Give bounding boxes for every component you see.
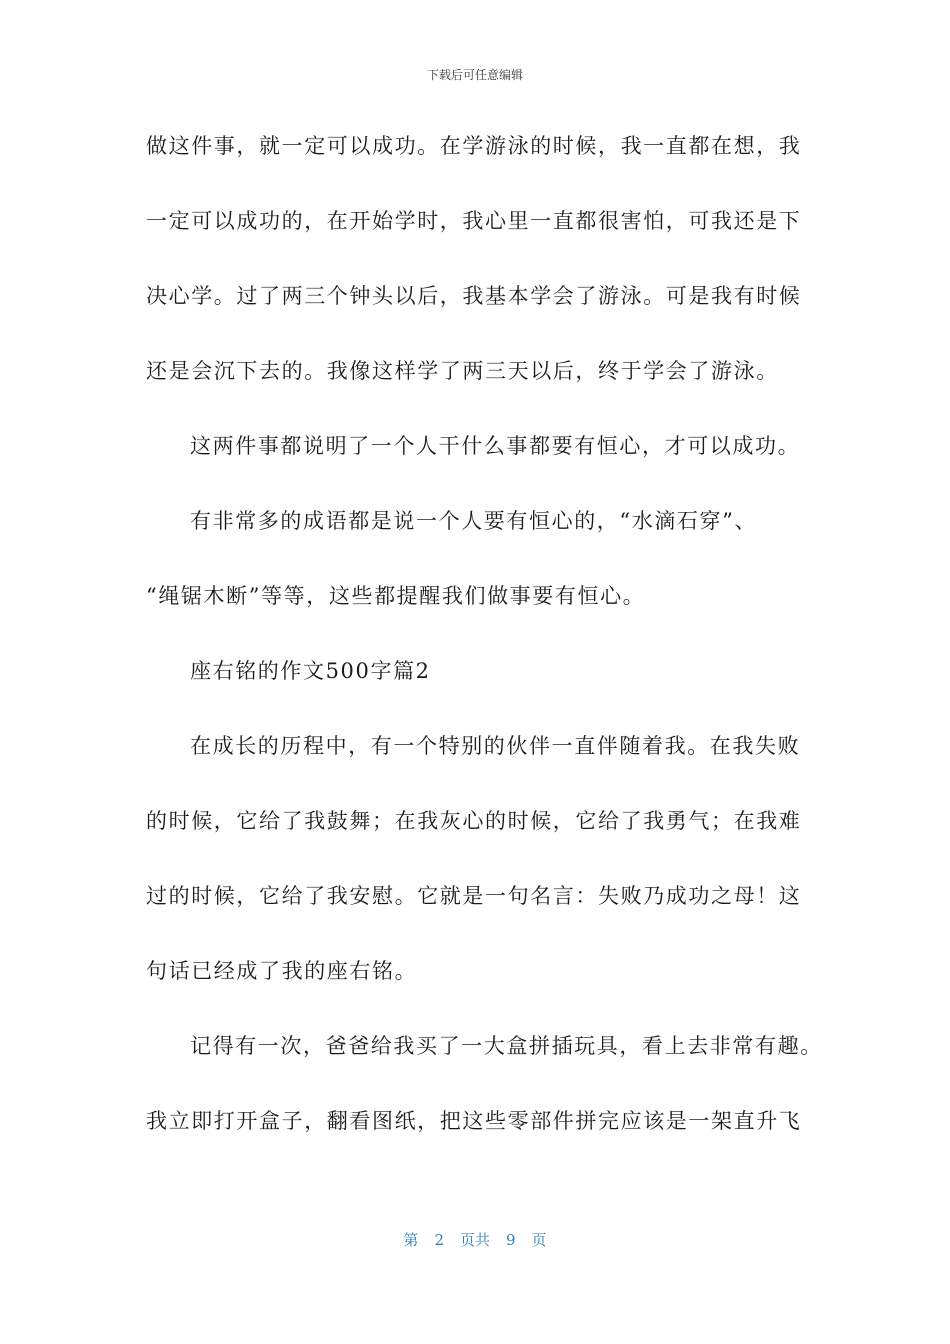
text-line: 句话已经成了我的座右铭。 — [146, 959, 418, 983]
document-body — [146, 126, 823, 1176]
text-line: 还是会沉下去的。我像这样学了两三天以后，终于学会了游泳。 — [146, 359, 779, 383]
page-footer — [0, 1229, 950, 1250]
text-line: 我立即打开盒子，翻看图纸，把这些零部件拼完应该是一架直升飞 — [146, 1109, 802, 1133]
page-header: 下载后可任意编辑 — [426, 68, 523, 82]
paragraph-start: 记得有一次，爸爸给我买了一大盒拼插玩具，看上去非常有趣。 — [190, 1034, 823, 1058]
page-number: 2 — [434, 1231, 444, 1249]
paragraph-start: 在成长的历程中，有一个特别的伙伴一直伴随着我。在我失败 — [190, 734, 801, 758]
section-heading: 座右铭的作文500字篇2 — [190, 659, 431, 683]
text-line: 一定可以成功的，在开始学时，我心里一直都很害怕，可我还是下 — [146, 209, 802, 233]
text-line: 的时候，它给了我鼓舞；在我灰心的时候，它给了我勇气；在我难 — [146, 809, 802, 833]
paragraph-start: 有非常多的成语都是说一个人要有恒心的，“水滴石穿”、 — [190, 509, 758, 533]
text-line: “绳锯木断”等等，这些都提醒我们做事要有恒心。 — [146, 584, 646, 608]
text-line: 做这件事，就一定可以成功。在学游泳的时候，我一直都在想，我 — [146, 134, 802, 158]
text-line: 决心学。过了两三个钟头以后，我基本学会了游泳。可是我有时候 — [146, 284, 802, 308]
page-label-middle: 页共 — [459, 1231, 490, 1249]
page-label-suffix: 页 — [531, 1231, 547, 1249]
total-pages: 9 — [506, 1231, 516, 1249]
page-label-prefix: 第 — [403, 1231, 419, 1249]
paragraph-start: 这两件事都说明了一个人干什么事都要有恒心，才可以成功。 — [190, 434, 801, 458]
text-line: 过的时候，它给了我安慰。它就是一句名言：失败乃成功之母！这 — [146, 884, 802, 908]
